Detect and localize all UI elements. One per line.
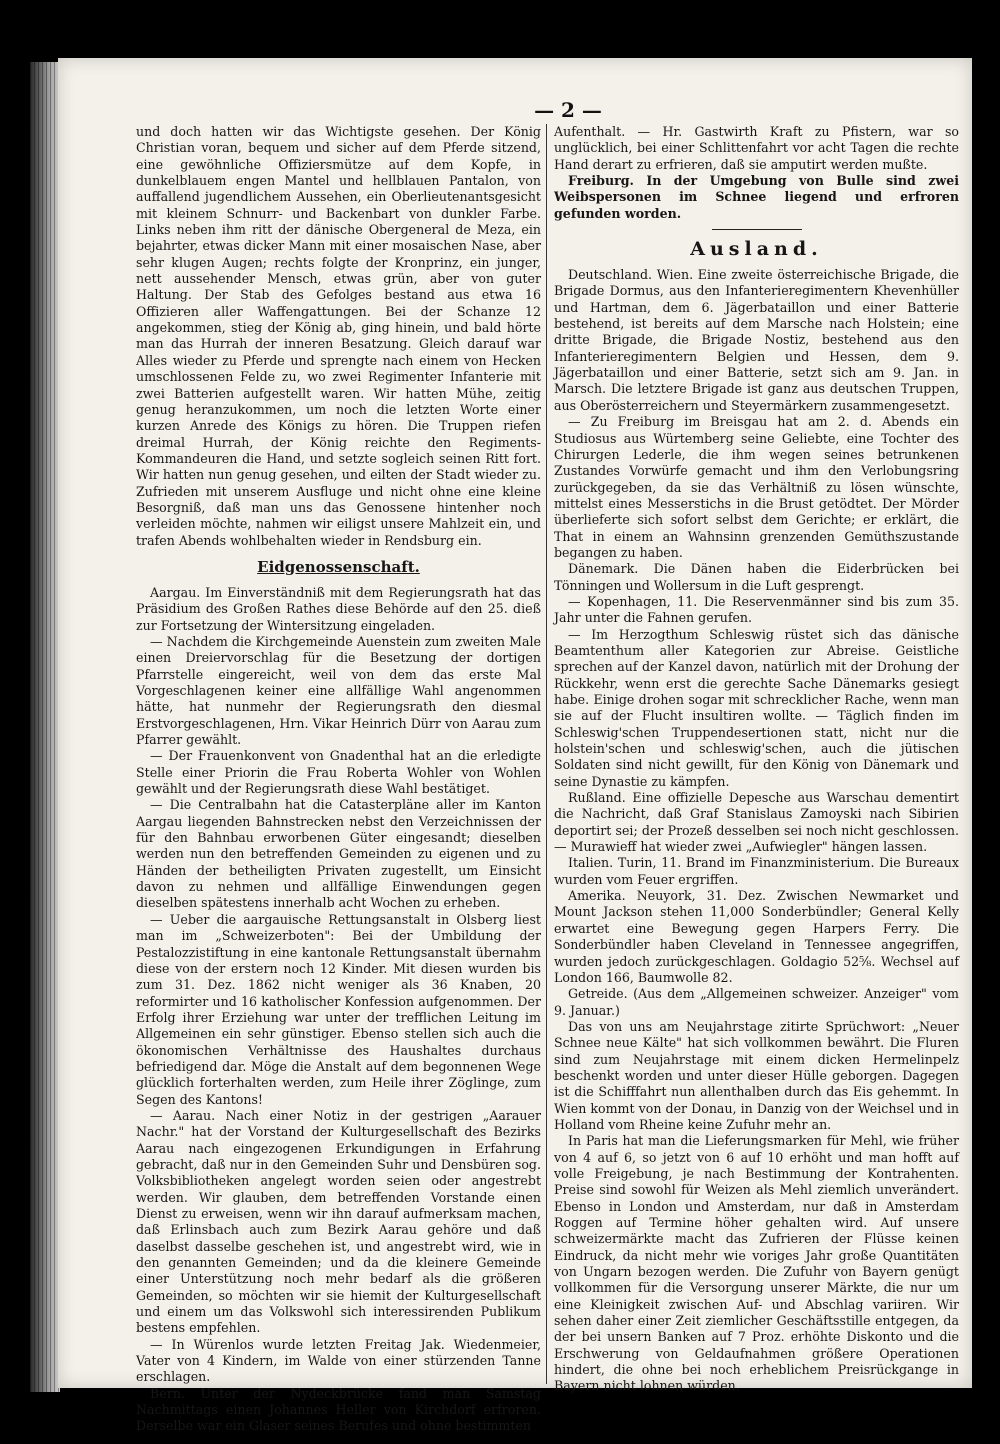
- divider: [712, 229, 802, 230]
- article-paragraph: — Nachdem die Kirchgemeinde Auenstein zum zweiten Male einen Dreiervorschlag für die Besetzung der dortigen Pfarrstelle eingereicht, weil von dem das erste Mal Vorgeschlagenen keiner eine allfällige Wahl angenommen hätte, hat nunmehr der Regierungsrath den diesmal Erstvorgeschlagenen, Hrn. Vikar Heinrich Dürr von Aarau zum Pfarrer gewählt.: [136, 633, 541, 748]
- article-paragraph: Dänemark. Die Dänen haben die Eiderbrücken bei Tönningen und Wollersum in die Luft gesprengt.: [554, 561, 959, 593]
- article-paragraph: Aargau. Im Einverständniß mit dem Regierungsrath hat das Präsidium des Großen Rathes diese Behörde auf den 25. dieß zur Fortsetzung der Wintersitzung eingeladen.: [136, 584, 541, 633]
- page-edge: [30, 62, 60, 1392]
- article-paragraph: — Kopenhagen, 11. Die Reservenmänner sind bis zum 35. Jahr unter die Fahnen gerufen.: [554, 593, 959, 626]
- article-paragraph: — In Würenlos wurde letzten Freitag Jak. Wiedenmeier, Vater von 4 Kindern, im Walde von einer stürzenden Tanne erschlagen.: [136, 1336, 541, 1385]
- article-paragraph: Italien. Turin, 11. Brand im Finanzministerium. Die Bureaux wurden vom Feuer ergriffen.: [554, 855, 959, 887]
- left-column: [136, 124, 541, 1434]
- article-paragraph: — Aarau. Nach einer Notiz in der gestrigen „Aarauer Nachr." hat der Vorstand der Kulturgesellschaft des Bezirks Aarau nach eingezogenen Erkundigungen in Erfahrung gebracht, daß nur in den Gemeinden Suhr und Densbüren sog. Volksbibliotheken angelegt worden seien oder angestrebt werden. Wir glauben, dem betreffenden Vorstande einen Dienst zu erweisen, wenn wir ihn darauf aufmerksam machen, daß Erlinsbach auch zum Bezirk Aarau gehöre und daß daselbst dasselbe geschehen ist, und angestrebt wird, wie in den genannten Gemeinden; und da die kleinere Gemeinde einer Unterstützung noch mehr bedarf als die größeren Gemeinden, so möchten wir sie hiemit der Kulturgesellschaft und einem um das Volkswohl sich interessirenden Publikum bestens empfehlen.: [136, 1107, 541, 1336]
- page-number: — 2 —: [534, 98, 602, 122]
- article-paragraph: — Der Frauenkonvent von Gnadenthal hat an die erledigte Stelle einer Priorin die Frau Roberta Wohler von Wohlen gewählt und der Regierungsrath diese Wahl bestätiget.: [136, 748, 541, 797]
- article-paragraph: Deutschland. Wien. Eine zweite österreichische Brigade, die Brigade Dormus, aus den Infanterieregimentern Khevenhüller und Hartman, dem 6. Jägerbataillon und einer Batterie bestehend, ist bereits auf dem Marsche nach Holstein; eine dritte Brigade, die Brigade Nostiz, bestehend aus den Infanterieregimentern Belgien und Hessen, dem 9. Jägerbataillon und einer Batterie, setzt sich am 9. Jan. in Marsch. Die letztere Brigade ist ganz aus deutschen Truppen, aus Oberösterreichern und Steyermärkern zusammengesetzt.: [554, 267, 959, 413]
- article-paragraph: Freiburg. In der Umgebung von Bulle sind zwei Weibspersonen im Schnee liegend und erfroren gefunden worden.: [554, 173, 959, 221]
- newspaper-page: [58, 58, 972, 1434]
- article-paragraph: und doch hatten wir das Wichtigste gesehen. Der König Christian voran, bequem und sicher auf dem Pferde sitzend, eine gewöhnliche Offiziersmütze auf dem Kopfe, in dunkelblauem engen Mantel und hellblauen Pantalon, von auffallend jugendlichem Aussehen, ein Oberlieutenantsgesicht mit kleinem Schnurr- und Backenbart von dunkler Farbe. Links neben ihm ritt der dänische Obergeneral de Meza, ein bejahrter, etwas dicker Mann mit einer mosaischen Nase, aber sehr klugen Augen; rechts folgte der Kronprinz, ein junger, nett aussehender Mensch, etwas grün, aber von guter Haltung. Der Stab des Gefolges bestand aus etwa 16 Offizieren aller Waffengattungen. Bei der Schanze 12 angekommen, stieg der König ab, ging hinein, und bald hörte man das Hurrah der inneren Besatzung. Gleich darauf war Alles wieder zu Pferde und sprengte nach einem von Hecken umschlossenen Felde zu, wo zwei Regimenter Infanterie mit zwei Batterien aufgestellt waren. Wir hatten Mühe, zeitig genug heranzukommen, um noch die letzten Worte einer kurzen Anrede des Königs zu hören. Die Truppen riefen dreimal Hurrah, der König reichte den Regiments-Kommandeuren die Hand, und setzte sogleich seinen Ritt fort. Wir hatten nun genug gesehen, und eilten der Stadt wieder zu. Zufrieden mit unserem Ausfluge und nicht ohne eine kleine Besorgniß, daß man uns das Genossene hintenher noch verleiden möchte, nahmen wir eiligst unsere Mahlzeit ein, und trafen Abends wohlbehalten wieder in Rendsburg ein.: [136, 124, 541, 548]
- section-title-ausland: Ausland.: [690, 238, 823, 261]
- article-paragraph: Aufenthalt. — Hr. Gastwirth Kraft zu Pfistern, war so unglücklich, bei einer Schlittenfahrt vor acht Tagen die rechte Hand derart zu erfrieren, daß sie amputirt werden mußte.: [554, 124, 959, 172]
- article-paragraph: Bern. Unter der Nydeckbrücke fand man Samstag Nachmittags einen Johannes Heller von Kirchdorf erfroren. Derselbe war ein Glaser seines Berufes und ohne bestimmten: [136, 1385, 541, 1434]
- article-paragraph: — Ueber die aargauische Rettungsanstalt in Olsberg liest man im „Schweizerboten": Bei der Umbildung der Pestalozzistiftung in eine kantonale Rettungsanstalt übernahm diese von der erstern noch 12 Kinder. Mit diesen wurden bis zum 31. Dez. 1862 nicht weniger als 36 Knaben, 20 reformirter und 16 katholischer Konfession aufgenommen. Der Erfolg ihrer Erziehung war unter der trefflichen Leitung im Allgemeinen ein sehr günstiger. Ebenso stellen sich auch die ökonomischen Verhältnisse des Haushaltes durchaus befriedigend dar. Möge die Anstalt auf dem begonnenen Wege glücklich forterhalten werden, zum Heile ihrer Zöglinge, zum Segen des Kantons!: [136, 911, 541, 1107]
- article-paragraph: — Die Centralbahn hat die Catasterpläne aller im Kanton Aargau liegenden Bahnstrecken nebst den Verzeichnissen der für den Bahnbau erworbenen Güter eingesandt; dieselben werden nun den betreffenden Gemeinden zu eigenen und zu Händen der betheiligten Privaten zugestellt, um Einsicht davon zu nehmen und allfällige Einwendungen gegen dieselben spätestens innerhalb acht Wochen zu erheben.: [136, 797, 541, 911]
- section-title-eidgenossenschaft: Eidgenossenschaft.: [257, 557, 420, 576]
- article-paragraph: Rußland. Eine offizielle Depesche aus Warschau dementirt die Nachricht, daß Graf Stanislaus Zamoyski nach Sibirien deportirt sei; der Prozeß desselben sei noch nicht geschlossen. — Murawieff hat wieder zwei „Aufwiegler" hängen lassen.: [554, 790, 959, 855]
- column-rule: [546, 124, 547, 1384]
- article-paragraph: In Paris hat man die Lieferungsmarken für Mehl, wie früher von 4 auf 6, so jetzt von 6 auf 10 erhöht und man hofft auf volle Freigebung, je nach Bestimmung der Kontrahenten. Preise sind sowohl für Weizen als Mehl ziemlich unverändert. Ebenso in London und Amsterdam, nur daß in Amsterdam Roggen auf Termine höher gehalten wird. Auf unsere schweizermärkte macht das Zufrieren der Flüsse keinen Eindruck, da nicht mehr wie voriges Jahr große Quantitäten von Ungarn bezogen werden. Die Zufuhr von Bayern genügt vollkommen für die Versorgung unserer Märkte, die nur um eine Kleinigkeit zwischen Auf- und Abschlag variiren. Wir sehen daher einer Zeit ziemlicher Geschäftsstille entgegen, da der bei unsern Banken auf 7 Proz. erhöhte Diskonto und die Erschwerung von Geldaufnahmen größere Operationen hindert, die ohne bei noch erheblichem Preisrückgange in Bayern nicht lohnen würden.: [554, 1133, 959, 1394]
- article-paragraph: Das von uns am Neujahrstage zitirte Sprüchwort: „Neuer Schnee neue Kälte" hat sich vollkommen bewährt. Die Fluren sind zum Neujahrstage mit einem dicken Hermelinpelz beschenkt worden und unter dieser Hülle geborgen. Dagegen ist die Schifffahrt nun allenthalben durch das Eis gehemmt. In Wien kommt von der Donau, in Danzig von der Weichsel und in Holland vom Rheine keine Zufuhr mehr an.: [554, 1018, 959, 1132]
- right-column: [554, 124, 959, 1394]
- article-paragraph: — Im Herzogthum Schleswig rüstet sich das dänische Beamtenthum aller Kategorien zur Abreise. Geistliche sprechen auf der Kanzel davon, natürlich mit der Drohung der Rückkehr, wenn erst die gerechte Sache Dänemarks gesiegt habe. Einige drohen sogar mit schrecklicher Rache, wenn man sie auf der Flucht insultiren wollte. — Täglich finden im Schleswig'schen Truppendesertionen statt, nicht nur die holstein'schen und schleswig'schen, auch die jütischen Soldaten sind nicht gewillt, für den König von Dänemark und seine Dynastie zu kämpfen.: [554, 626, 959, 789]
- article-paragraph: — Zu Freiburg im Breisgau hat am 2. d. Abends ein Studiosus aus Würtemberg seine Geliebte, eine Tochter des Chirurgen Lederle, die ihm wegen seines betrunkenen Zustandes Vorwürfe gemacht und ihm den Verlobungsring zurückgegeben, da sie das Verhältniß zu lösen wünschte, mittelst eines Messerstichs in die Brust getödtet. Der Mörder überlieferte sich sofort selbst dem Gerichte; er erklärt, die That in einem an Wahnsinn grenzenden Gemüthszustande begangen zu haben.: [554, 414, 959, 560]
- article-paragraph: Getreide. (Aus dem „Allgemeinen schweizer. Anzeiger" vom 9. Januar.): [554, 986, 959, 1018]
- article-paragraph: Amerika. Neuyork, 31. Dez. Zwischen Newmarket und Mount Jackson stehen 11,000 Sonderbündler; General Kelly erwartet eine Bewegung gegen Harpers Ferry. Die Sonderbündler haben Cleveland in Tennessee angegriffen, wurden jedoch zurückgeschlagen. Goldagio 52⅝. Wechsel auf London 166, Baumwolle 82.: [554, 888, 959, 985]
